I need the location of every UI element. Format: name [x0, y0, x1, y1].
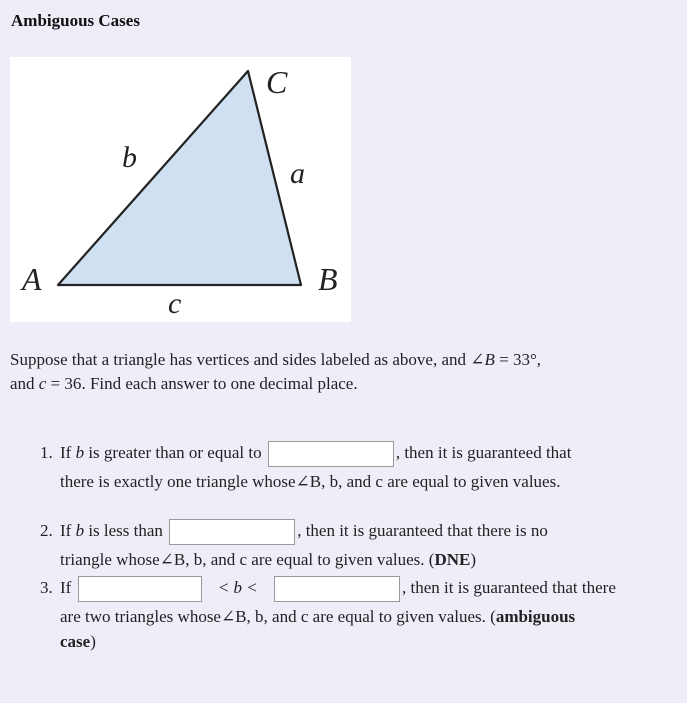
question-text: , then it is guaranteed that — [395, 443, 572, 462]
triangle-figure — [10, 57, 351, 322]
punctuation: , — [536, 350, 542, 369]
question-text: is greater than or equal to — [84, 443, 262, 462]
question-text: are two triangles whose∠B, b, and c are equal to given values. ( — [60, 607, 496, 627]
problem-statement — [10, 348, 675, 396]
ambiguous-label: ambiguous — [495, 607, 576, 627]
problem-line-1 — [10, 348, 675, 372]
question-2 — [40, 516, 670, 574]
answer-input-1[interactable] — [268, 441, 394, 467]
question-1 — [40, 438, 670, 496]
problem-line-2 — [10, 372, 675, 396]
question-text: is less than — [84, 521, 163, 540]
answer-input-3-low[interactable] — [78, 576, 202, 602]
angle-variable: B — [484, 350, 495, 369]
question-text: If — [60, 578, 72, 597]
question-number: 3. — [40, 578, 53, 597]
angle-value: = 33° — [494, 350, 537, 369]
punctuation: ) — [90, 632, 96, 652]
variable-b: b — [75, 521, 85, 540]
inequality: < b < — [217, 578, 258, 597]
side-label-b: b — [122, 141, 137, 174]
question-text: triangle whose∠B, b, and c are equal to given values. ( — [60, 550, 435, 570]
vertex-label-a: A — [22, 261, 42, 297]
side-label-a: a — [290, 157, 305, 190]
triangle-diagram — [10, 57, 351, 322]
question-text: , then it is guaranteed that there is no — [297, 521, 548, 540]
question-text: , then it is guaranteed that there — [402, 578, 616, 597]
answer-input-3-high[interactable] — [274, 576, 400, 602]
side-value: = 36 — [46, 374, 82, 393]
side-label-c: c — [168, 287, 182, 320]
question-number: 2. — [40, 521, 53, 540]
variable-b: b — [75, 443, 85, 462]
vertex-label-c: C — [266, 64, 288, 100]
question-number: 1. — [40, 443, 53, 462]
problem-text: . Find each answer to one decimal place. — [81, 374, 358, 393]
dne-label: DNE — [434, 550, 471, 570]
page-title: Ambiguous Cases — [11, 11, 140, 30]
question-1-line-2: there is exactly one triangle whose∠B, b, and c are equal to given values. — [60, 472, 561, 492]
answer-input-2[interactable] — [169, 519, 295, 545]
problem-text: and — [10, 374, 39, 393]
case-label: case — [60, 632, 91, 652]
question-3-line-2 — [40, 602, 670, 631]
question-3 — [40, 573, 670, 653]
punctuation: ) — [470, 550, 477, 570]
triangle-shape — [58, 71, 301, 285]
vertex-label-b: B — [318, 261, 338, 297]
problem-text: Suppose that a triangle has vertices and sides labeled as above, and ∠ — [10, 350, 485, 369]
question-text: If — [60, 443, 76, 462]
question-text: If — [60, 521, 76, 540]
question-3-line-3 — [40, 631, 670, 653]
question-2-line-2 — [40, 545, 670, 574]
side-variable: c — [38, 374, 47, 393]
